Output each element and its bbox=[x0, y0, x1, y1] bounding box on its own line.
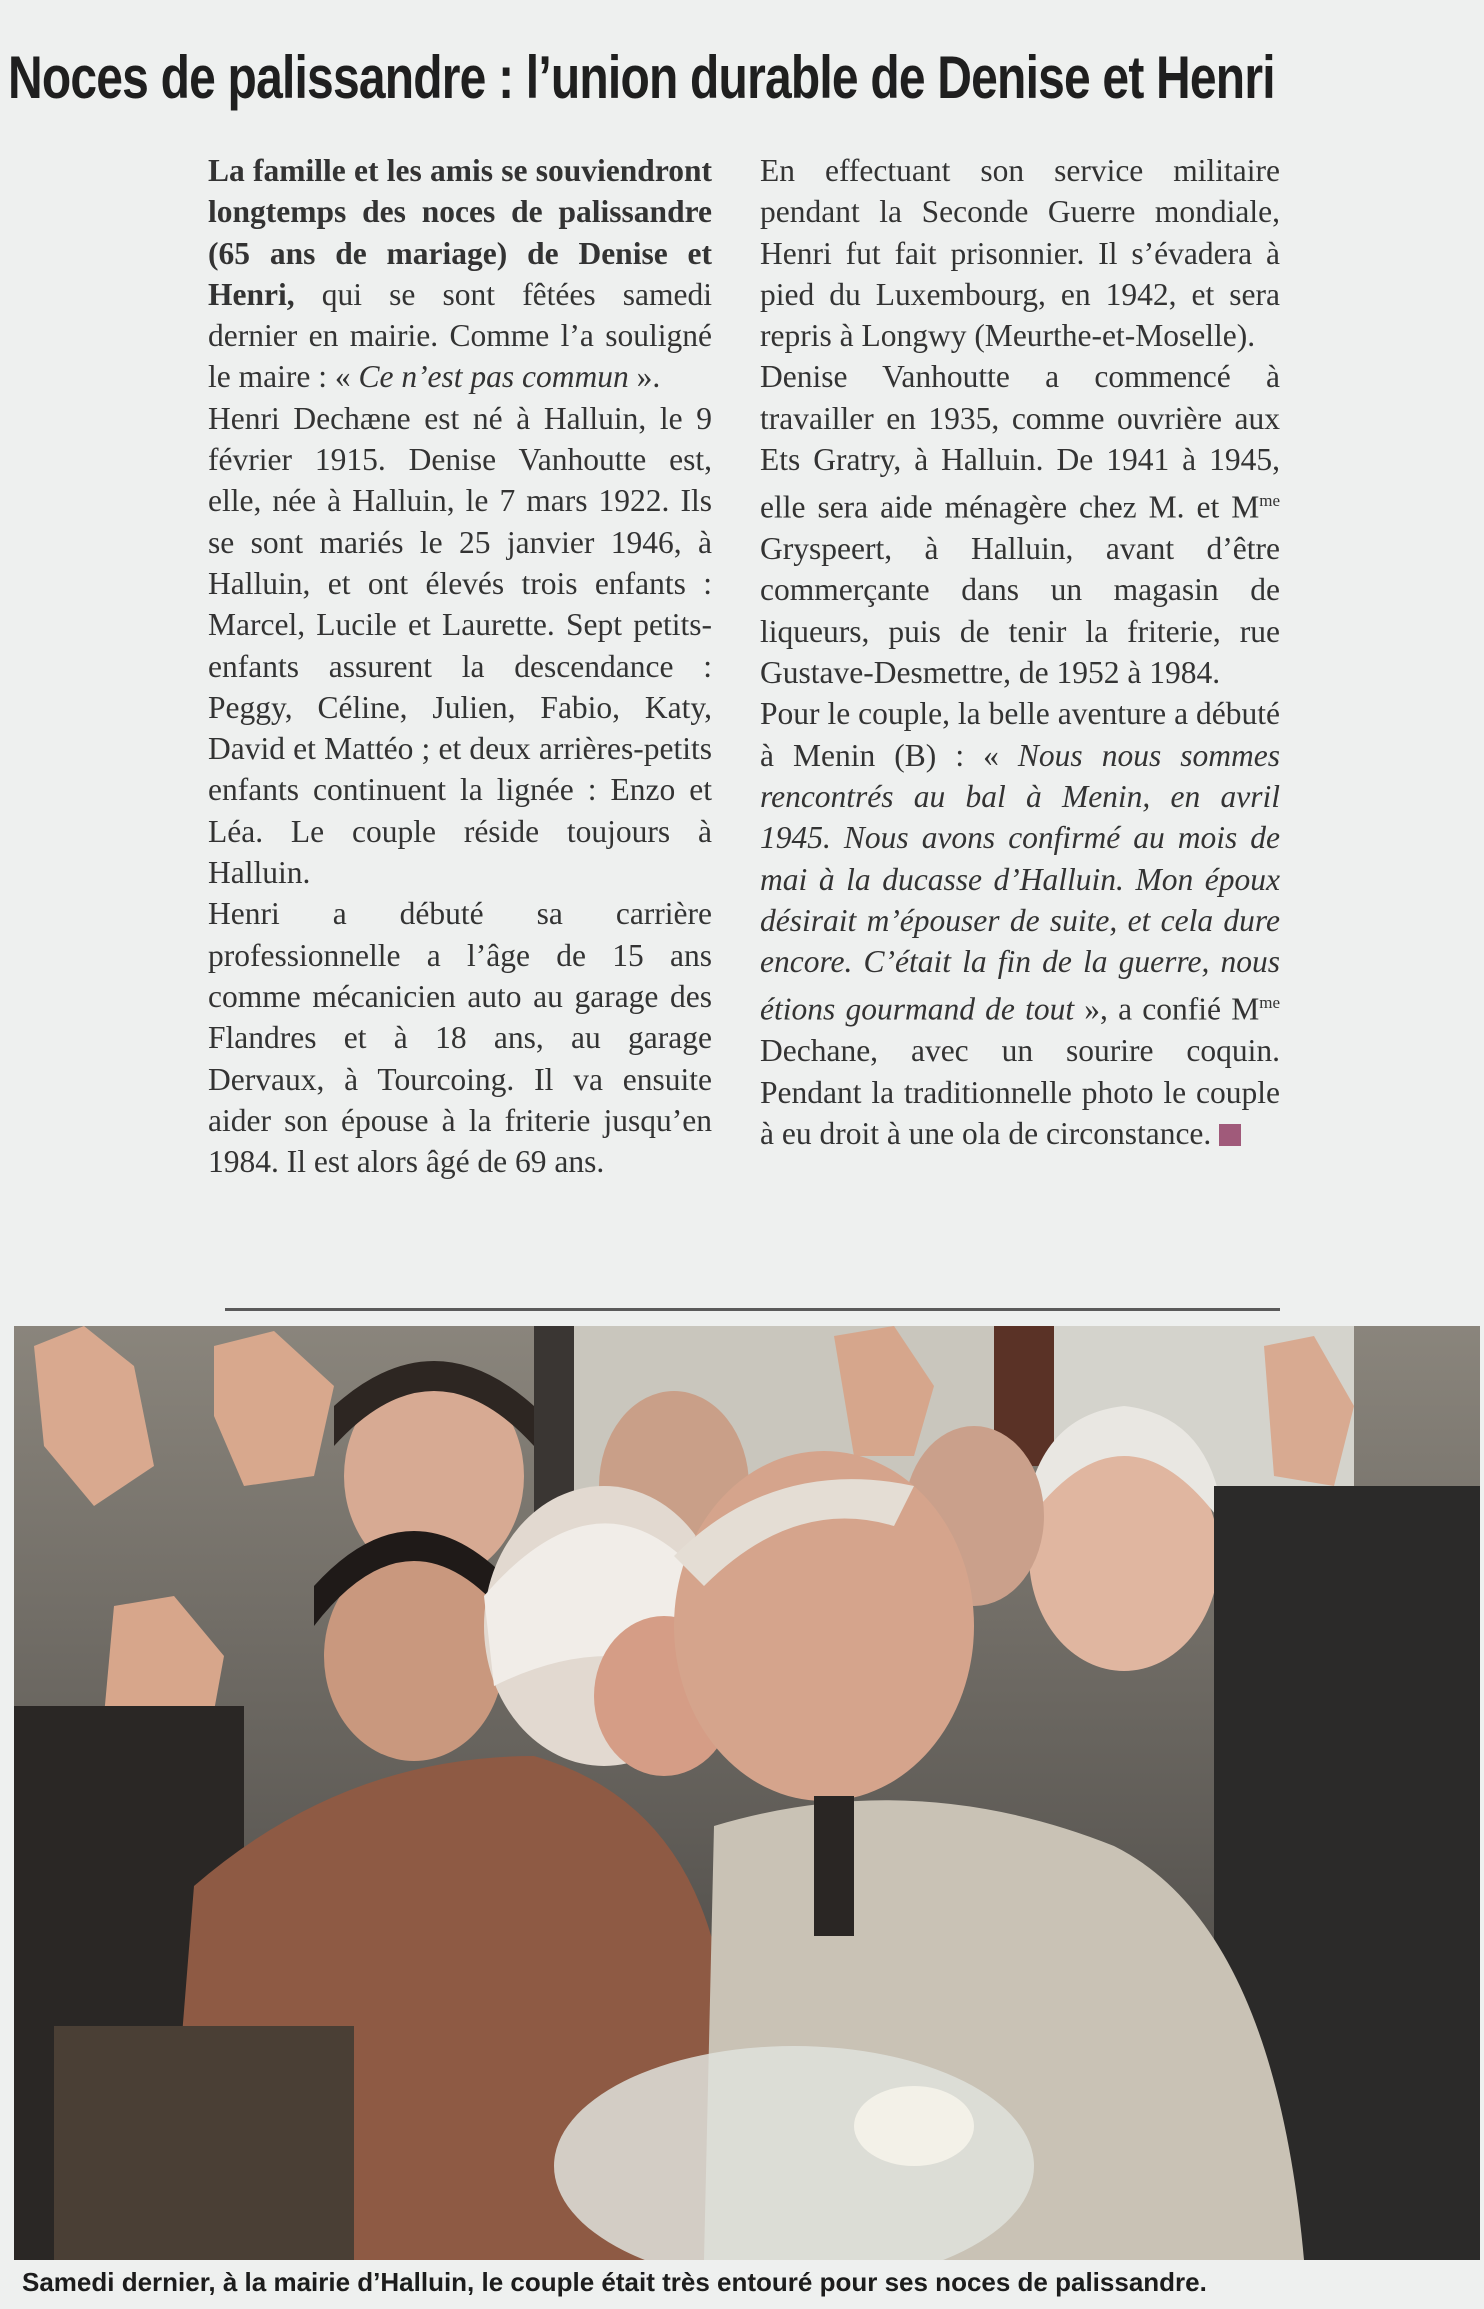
lead-text: qui se sont fêtées samedi dernier en mairie. Comme l’a souligné le maire : « bbox=[208, 276, 712, 395]
work-text-b: Gryspeert, à Halluin, avant d’être commerçante dans un magasin de liqueurs, puis de tenir la friterie, rue Gustave-Desmettre, de 1952 à 1984. bbox=[760, 531, 1280, 691]
work-text-a: Denise Vanhoutte a commencé à travailler en 1935, comme ouvrière aux Ets Gratry, à Halluin. De 1941 à 1945, elle sera aide ménagère chez M. et M bbox=[760, 359, 1280, 525]
couple-quote: Nous nous sommes rencontrés au bal à Menin, en avril 1945. Nous avons confirmé au mois de mai à la ducasse d’Halluin. Mon époux désirait m’épouser de suite, et cela dure encore. C’était la fin de la guerre, nous étions gourmand de tout bbox=[760, 737, 1280, 1027]
work-paragraph bbox=[760, 356, 1280, 693]
story-sup: me bbox=[1259, 993, 1280, 1013]
lead-paragraph bbox=[208, 150, 712, 398]
right-column bbox=[760, 150, 1280, 1154]
career-paragraph: Henri a débuté sa carrière professionnelle a l’âge de 15 ans comme mécanicien auto au garage des Flandres et à 18 ans, au garage Dervaux, à Tourcoing. Il va ensuite aider son épouse à la friterie jusqu’en 1984. Il est alors âgé de 69 ans. bbox=[208, 896, 712, 1180]
birth-paragraph: Henri Dechæne est né à Halluin, le 9 février 1915. Denise Vanhoutte est, elle, née à Halluin, le 7 mars 1922. Ils se sont mariés le 25 janvier 1946, à Halluin, et ont élevés trois enfants : Marcel, Lucile et Laurette. Sept petits-enfants assurent la descendance : Peggy, Céline, Julien, Fabio, Katy, David et Mattéo ; et deux arrières-petits enfants continuent la lignée : Enzo et Léa. Le couple réside toujours à Halluin. bbox=[208, 400, 712, 891]
headline: Noces de palissandre : l’union durable de Denise et Henri bbox=[8, 44, 1275, 111]
mayor-quote: Ce n’est pas commun bbox=[358, 359, 629, 395]
story-text-b: », a confié M bbox=[1074, 991, 1260, 1027]
story-paragraph bbox=[760, 693, 1280, 1154]
end-mark-icon bbox=[1219, 1124, 1241, 1146]
photo-caption: Samedi dernier, à la mairie d’Halluin, le couple était très entouré pour ses noces de palissandre. bbox=[22, 2267, 1207, 2297]
lead-end: ». bbox=[628, 359, 661, 395]
left-column bbox=[208, 150, 712, 1182]
story-text-c: Dechane, avec un sourire coquin. Pendant la traditionnelle photo le couple à eu droit à une ola de circonstance. bbox=[760, 1033, 1280, 1151]
lead-bold-text: La famille et les amis se souviendront longtemps des noces de palissandre (65 ans de mariage) de Denise et Henri, bbox=[208, 153, 712, 312]
work-sup: me bbox=[1259, 491, 1280, 511]
story-text-a: Pour le couple, la belle aventure a débuté à Menin (B) : « bbox=[760, 696, 1280, 773]
military-paragraph: En effectuant son service militaire pendant la Seconde Guerre mondiale, Henri fut fait prisonnier. Il s’évadera à pied du Luxembourg, en 1942, et sera repris à Longwy (Meurthe-et-Moselle). bbox=[760, 153, 1280, 354]
column-rule bbox=[225, 1308, 1280, 1311]
couple-kiss-photo bbox=[14, 1326, 1480, 2260]
